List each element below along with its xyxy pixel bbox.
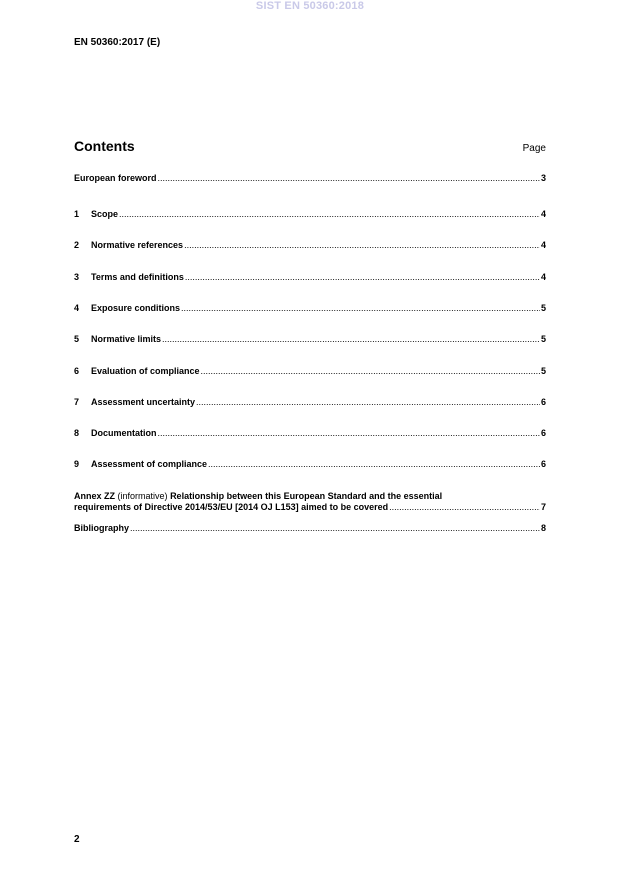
dot-leader (130, 523, 540, 533)
toc-entry-number: 5 (74, 334, 80, 344)
dot-leader (162, 334, 540, 344)
toc-entry-page: 7 (540, 502, 546, 512)
toc-entry-clause-4[interactable] (74, 303, 546, 313)
dot-leader (181, 303, 540, 313)
toc-entry-clause-7[interactable] (74, 397, 546, 407)
toc-entry-title: Bibliography (74, 523, 130, 533)
dot-leader (119, 209, 540, 219)
toc-entry-clause-2[interactable] (74, 240, 546, 250)
dot-leader (389, 502, 540, 512)
toc-entry-number: 9 (74, 459, 80, 469)
dot-leader (208, 459, 540, 469)
toc-entry-page: 6 (540, 428, 546, 438)
toc-entry-page: 4 (540, 209, 546, 219)
toc-entry-title: Terms and definitions (91, 272, 184, 282)
document-id: EN 50360:2017 (E) (74, 37, 161, 48)
page-column-label: Page (522, 143, 546, 154)
toc-entry-title: Evaluation of compliance (91, 366, 200, 376)
page-number: 2 (74, 834, 80, 845)
toc-entry-title: Normative limits (91, 334, 162, 344)
toc-entry-title: Scope (91, 209, 119, 219)
toc-entry-page: 4 (540, 272, 546, 282)
toc-entry-title: Normative references (91, 240, 184, 250)
annex-title-line1: Relationship between this European Standard and the essential (170, 491, 443, 501)
dot-leader (158, 428, 540, 438)
toc-entry-title: European foreword (74, 173, 157, 183)
toc-entry-title: Exposure conditions (91, 303, 181, 313)
toc-entry-number: 1 (74, 209, 80, 219)
dot-leader (201, 366, 540, 376)
toc-entry-page: 3 (540, 173, 546, 183)
watermark: SIST EN 50360:2018 (255, 0, 365, 12)
toc-entry-number: 6 (74, 366, 80, 376)
toc-entry-bibliography[interactable] (74, 523, 546, 533)
toc-entry-clause-6[interactable] (74, 366, 546, 376)
toc-entry-number: 8 (74, 428, 80, 438)
toc-entry-clause-5[interactable] (74, 334, 546, 344)
dot-leader (185, 272, 540, 282)
toc-entry-number: 3 (74, 272, 80, 282)
toc-entry-title: Assessment uncertainty (91, 397, 196, 407)
toc-entry-number: 7 (74, 397, 80, 407)
toc-entry-number: 2 (74, 240, 80, 250)
toc-entry-clause-8[interactable] (74, 428, 546, 438)
toc-entry-number: 4 (74, 303, 80, 313)
toc-entry-page: 8 (540, 523, 546, 533)
toc-entry-page: 5 (540, 366, 546, 376)
dot-leader (196, 397, 540, 407)
toc-entry-title: Assessment of compliance (91, 459, 208, 469)
toc-entry-annex-zz[interactable] (74, 491, 546, 512)
toc-entry-page: 4 (540, 240, 546, 250)
toc-entry-foreword[interactable] (74, 173, 546, 183)
toc-entry-page: 6 (540, 459, 546, 469)
toc-entry-clause-1[interactable] (74, 209, 546, 219)
contents-heading: Contents (74, 138, 135, 154)
dot-leader (158, 173, 540, 183)
dot-leader (184, 240, 540, 250)
annex-label: Annex ZZ (74, 491, 116, 501)
toc-entry-title: Documentation (91, 428, 157, 438)
toc-entry-page: 6 (540, 397, 546, 407)
annex-informative: (informative) (117, 491, 168, 501)
toc-entry-page: 5 (540, 303, 546, 313)
toc-entry-clause-3[interactable] (74, 272, 546, 282)
annex-title-line2: requirements of Directive 2014/53/EU [2014 OJ L153] aimed to be covered (74, 502, 389, 512)
toc-entry-page: 5 (540, 334, 546, 344)
toc-entry-clause-9[interactable] (74, 459, 546, 469)
